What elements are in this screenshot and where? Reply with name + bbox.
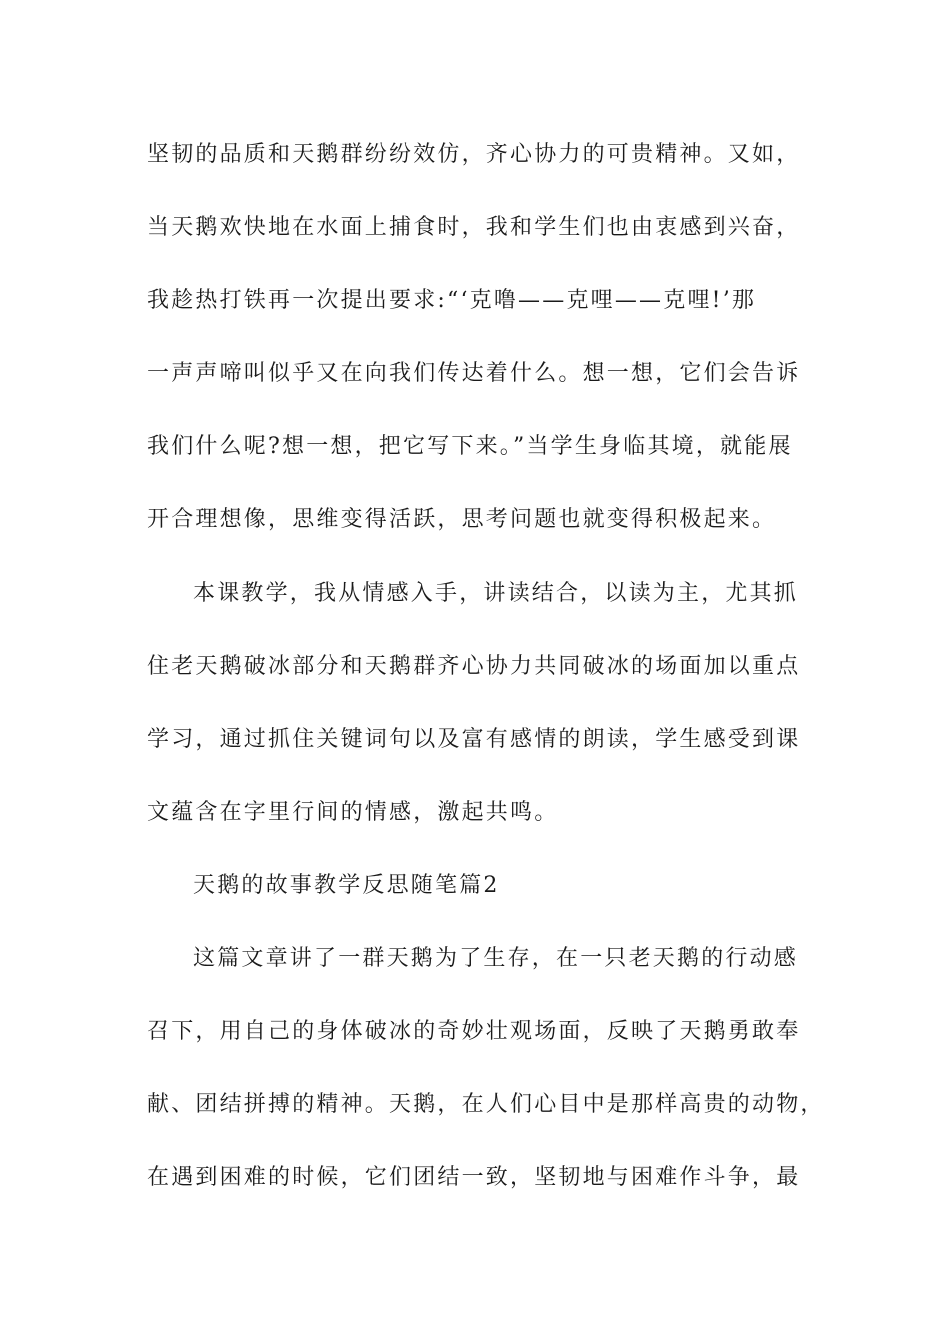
paragraph-line: 这篇文章讲了一群天鹅为了生存，在一只老天鹅的行动感 bbox=[193, 946, 799, 971]
paragraph-line: 开合理想像，思维变得活跃，思考问题也就变得积极起来。 bbox=[147, 507, 777, 532]
paragraph-line: 住老天鹅破冰部分和天鹅群齐心协力共同破冰的场面加以重点 bbox=[147, 654, 801, 679]
paragraph-line: 献、团结拼搏的精神。天鹅，在人们心目中是那样高贵的动物， bbox=[147, 1092, 825, 1117]
paragraph-line: 一声声啼叫似乎又在向我们传达着什么。想一想，它们会告诉 bbox=[147, 361, 801, 386]
paragraph-line: 我趁热打铁再一次提出要求:“‘克噜——克哩——克哩!’那 bbox=[147, 288, 757, 313]
paragraph-line: 本课教学，我从情感入手，讲读结合，以读为主，尤其抓 bbox=[193, 581, 799, 606]
section-heading: 天鹅的故事教学反思随笔篇2 bbox=[193, 873, 500, 898]
paragraph-line: 在遇到困难的时候，它们团结一致，坚韧地与困难作斗争，最 bbox=[147, 1165, 801, 1190]
paragraph-line: 学习，通过抓住关键词句以及富有感情的朗读，学生感受到课 bbox=[147, 727, 801, 752]
paragraph-line: 文蕴含在字里行间的情感，激起共鸣。 bbox=[147, 800, 559, 825]
paragraph-line: 坚韧的品质和天鹅群纷纷效仿，齐心协力的可贵精神。又如， bbox=[147, 142, 801, 167]
paragraph-line: 召下，用自己的身体破冰的奇妙壮观场面，反映了天鹅勇敢奉 bbox=[147, 1019, 801, 1044]
paragraph-line: 我们什么呢?想一想，把它写下来。”当学生身临其境，就能展 bbox=[147, 434, 793, 459]
paragraph-line: 当天鹅欢快地在水面上捕食时，我和学生们也由衷感到兴奋， bbox=[147, 215, 801, 240]
